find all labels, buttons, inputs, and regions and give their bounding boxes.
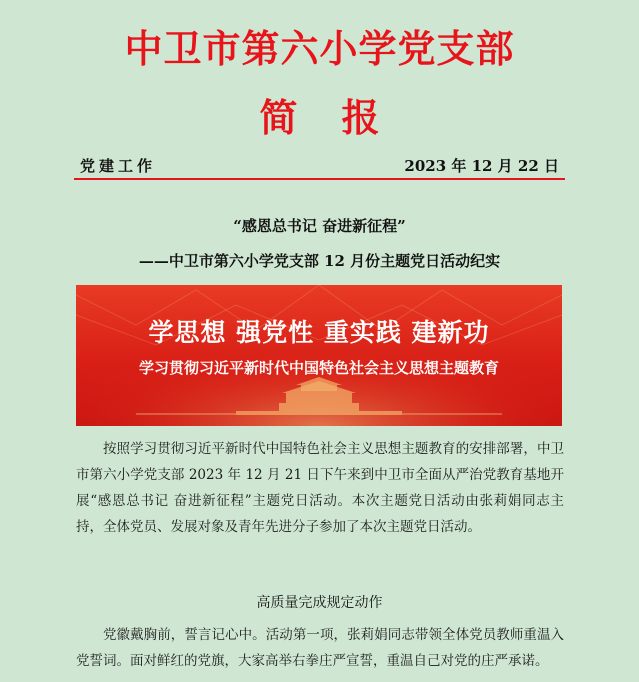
bulletin-title-char-1: 简	[259, 95, 298, 140]
banner-background-art	[76, 285, 562, 426]
category-label: 党建工作	[80, 157, 157, 175]
paragraph-intro: 按照学习贯彻习近平新时代中国特色社会主义思想主题教育的安排部署，中卫市第六小学党支部 2023 年 12 月 21 日下午来到中卫市全面从严治党教育基地开展“感恩总书记 奋进新征程”主题党日活动。本次主题党日活动由张莉娟同志主持，全体党员、发展对象及青年先进分子参加了本次主题党日活动。	[76, 441, 564, 535]
article-subheadline: ——中卫市第六小学党支部 12 月份主题党日活动纪实	[138, 252, 501, 270]
meta-row	[80, 155, 559, 176]
bulletin-title-char-2: 报	[341, 95, 380, 140]
section-heading: 高质量完成规定动作	[256, 595, 383, 611]
issue-date: 2023 年 12 月 22 日	[404, 157, 559, 175]
banner-slogan: 学思想 强党性 重实践 建新功	[148, 318, 490, 347]
red-divider	[74, 178, 565, 180]
theme-banner-image	[76, 285, 562, 426]
org-title: 中卫市第六小学党支部	[124, 26, 515, 71]
banner-subtitle: 学习贯彻习近平新时代中国特色社会主义思想主题教育	[138, 359, 499, 377]
paragraph-oath: 党徽戴胸前，誓言记心中。活动第一项，张莉娟同志带领全体党员教师重温入党誓词。面对鲜红的党旗，大家高举右拳庄严宣誓，重温自己对党的庄严承诺。	[76, 627, 564, 669]
article-headline: “感恩总书记 奋进新征程”	[233, 217, 406, 235]
bulletin-title	[0, 87, 639, 142]
